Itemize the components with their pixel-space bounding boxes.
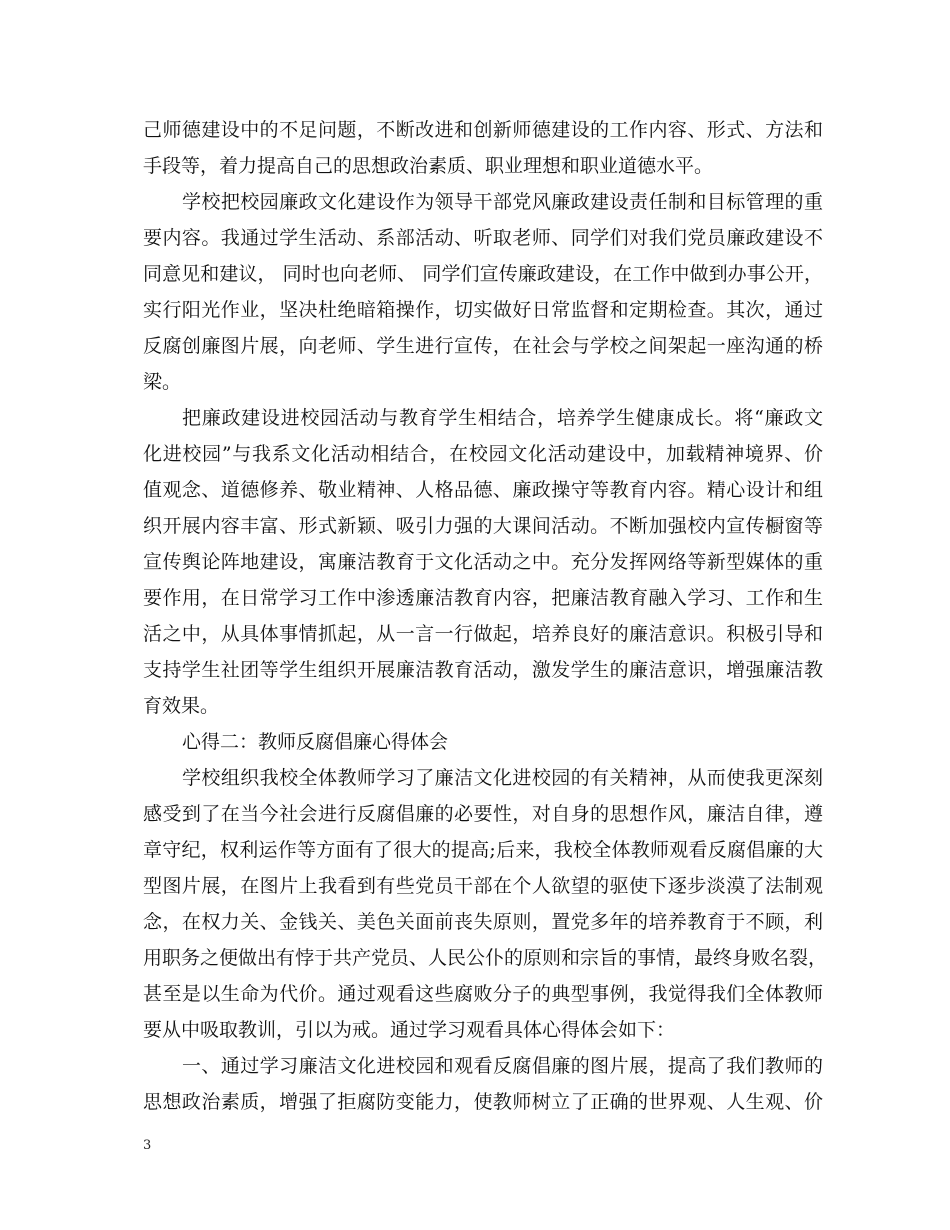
paragraph-first-line: 学校组织我校全体教师学习了廉洁文化进校园的有关精神，从而使我更深刻 [182, 767, 823, 789]
text-line: 型图片展，在图片上我看到有些党员干部在个人欲望的驱使下逐步淡漠了法制观 [143, 875, 823, 897]
text-line: 支持学生社团等学生组织开展廉洁教育活动，激发学生的廉洁意识，增强廉洁教 [143, 659, 823, 681]
text-line: 化进校园”与我系文化活动相结合，在校园文化活动建设中，加载精神境界、价 [143, 443, 823, 465]
text-line: 同意见和建议， 同时也向老师、 同学们宣传廉政建设，在工作中做到办事公开， [143, 263, 823, 285]
text-line: 活之中，从具体事情抓起，从一言一行做起，培养良好的廉洁意识。积极引导和 [143, 623, 823, 645]
section-heading: 心得二：教师反腐倡廉心得体会 [182, 731, 449, 753]
text-line: 实行阳光作业，坚决杜绝暗箱操作，切实做好日常监督和定期检查。其次，通过 [143, 299, 823, 321]
paragraph-first-line: 一、通过学习廉洁文化进校园和观看反腐倡廉的图片展，提高了我们教师的 [182, 1055, 823, 1077]
text-line: 思想政治素质，增强了拒腐防变能力，使教师树立了正确的世界观、人生观、价 [143, 1091, 823, 1113]
text-line: 用职务之便做出有悖于共产党员、人民公仆的原则和宗旨的事情，最终身败名裂， [143, 947, 828, 969]
text-line: 反腐创廉图片展，向老师、学生进行宣传，在社会与学校之间架起一座沟通的桥 [143, 335, 823, 357]
text-line: 己师德建设中的不足问题，不断改进和创新师德建设的工作内容、形式、方法和 [143, 119, 823, 141]
text-line: 甚至是以生命为代价。通过观看这些腐败分子的典型事例，我觉得我们全体教师 [143, 983, 823, 1005]
text-line: 要内容。我通过学生活动、系部活动、听取老师、同学们对我们党员廉政建设不 [143, 227, 823, 249]
text-line: 宣传舆论阵地建设，寓廉洁教育于文化活动之中。充分发挥网络等新型媒体的重 [143, 551, 823, 573]
text-line: 值观念、道德修养、敬业精神、人格品德、廉政操守等教育内容。精心设计和组 [143, 479, 823, 501]
text-line: 手段等，着力提高自己的思想政治素质、职业理想和职业道德水平。 [143, 155, 714, 177]
paragraph-first-line: 学校把校园廉政文化建设作为领导干部党风廉政建设责任制和目标管理的重 [182, 191, 823, 213]
text-line: 要作用，在日常学习工作中渗透廉洁教育内容，把廉洁教育融入学习、工作和生 [143, 587, 823, 609]
paragraph-first-line: 把廉政建设进校园活动与教育学生相结合，培养学生健康成长。将“廉政文 [182, 407, 823, 429]
text-line: 念，在权力关、金钱关、美色关面前丧失原则，置党多年的培养教育于不顾，利 [143, 911, 823, 933]
text-line: 感受到了在当今社会进行反腐倡廉的必要性，对自身的思想作风，廉洁自律，遵 [143, 803, 823, 825]
text-line: 要从中吸取教训，引以为戒。通过学习观看具体心得体会如下： [143, 1019, 676, 1041]
page-number: 3 [143, 1138, 152, 1153]
text-line: 章守纪，权利运作等方面有了很大的提高;后来，我校全体教师观看反腐倡廉的大 [143, 839, 823, 861]
text-line: 育效果。 [143, 695, 220, 717]
text-line: 梁。 [143, 371, 182, 393]
text-line: 织开展内容丰富、形式新颖、吸引力强的大课间活动。不断加强校内宣传橱窗等 [143, 515, 823, 537]
